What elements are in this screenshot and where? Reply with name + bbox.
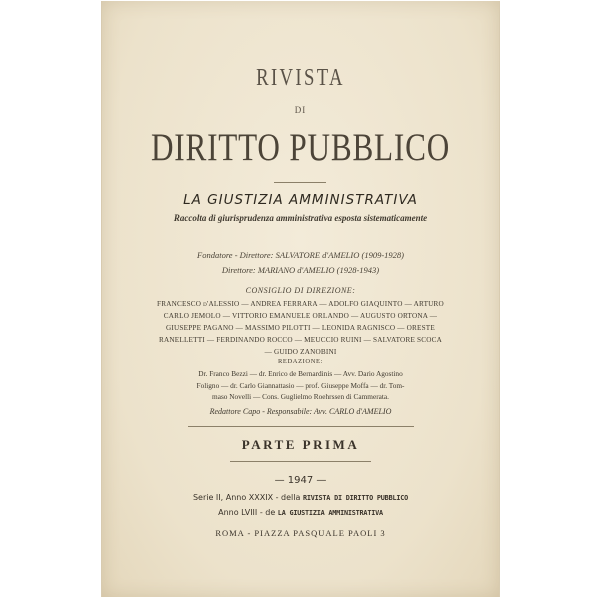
anno-journal-name: LA GIUSTIZIA AMMINISTRATIVA: [277, 509, 383, 517]
council-heading: CONSIGLIO DI DIREZIONE:: [245, 286, 356, 295]
section-subtitle: Raccolta di giurisprudenza amministrativa esposta sistematicamente: [173, 213, 428, 223]
serie-prefix: Serie II, Anno XXXIX - della: [192, 493, 303, 502]
divider-rule: [188, 426, 414, 427]
editorial-line: Dr. Franco Bezzi — dr. Enrico de Bernardinis — Avv. Dario Agostino: [198, 369, 403, 378]
founder-line: Fondatore - Direttore: SALVATORE d'AMELIO (1909-1928): [197, 250, 404, 260]
council-line: RANELLETTI — FERDINANDO ROCCO — MEUCCIO RUINI — SALVATORE SCOCA: [158, 336, 442, 344]
editorial-heading: REDAZIONE:: [278, 358, 323, 365]
part-heading: PARTE PRIMA: [241, 437, 360, 452]
council-line: FRANCESCO d'ALESSIO — ANDREA FERRARA — ADOLFO GIAQUINTO — ARTURO: [157, 300, 444, 308]
editorial-line: maso Novelli — Cons. Guglielmo Roehrssen di Cammerata.: [212, 392, 389, 401]
journal-title-di: DI: [294, 105, 307, 115]
divider-rule: [274, 182, 326, 183]
editorial-line: Foligno — dr. Carlo Giannattasio — prof. Giuseppe Moffa — dr. Tom-: [196, 381, 405, 390]
journal-title-line2: DIRITTO PUBBLICO: [150, 126, 451, 169]
council-line: — GUIDO ZANOBINI: [264, 348, 337, 356]
issue-serie-line: [102, 493, 499, 502]
issue-year: — 1947 —: [274, 475, 327, 486]
section-title: LA GIUSTIZIA AMMINISTRATIVA: [183, 192, 418, 208]
issue-anno-line: [102, 508, 499, 517]
chief-editor-line: Redattore Capo - Responsabile: Avv. CARLO d'AMELIO: [209, 407, 392, 416]
council-line: CARLO JEMOLO — VITTORIO EMANUELE ORLANDO — AUGUSTO ORTONA —: [163, 312, 438, 320]
journal-title-page: [101, 1, 500, 597]
publisher-address: ROMA - PIAZZA PASQUALE PAOLI 3: [215, 528, 386, 538]
council-line: GIUSEPPE PAGANO — MASSIMO PILOTTI — LEONIDA RAGNISCO — ORESTE: [166, 324, 435, 332]
anno-prefix: Anno LVIII - de: [218, 508, 278, 517]
divider-rule: [230, 461, 371, 462]
director-line: Direttore: MARIANO d'AMELIO (1928-1943): [221, 265, 380, 275]
journal-title-line1: RIVISTA: [256, 65, 345, 91]
serie-journal-name: RIVISTA DI DIRITTO PUBBLICO: [302, 494, 409, 502]
